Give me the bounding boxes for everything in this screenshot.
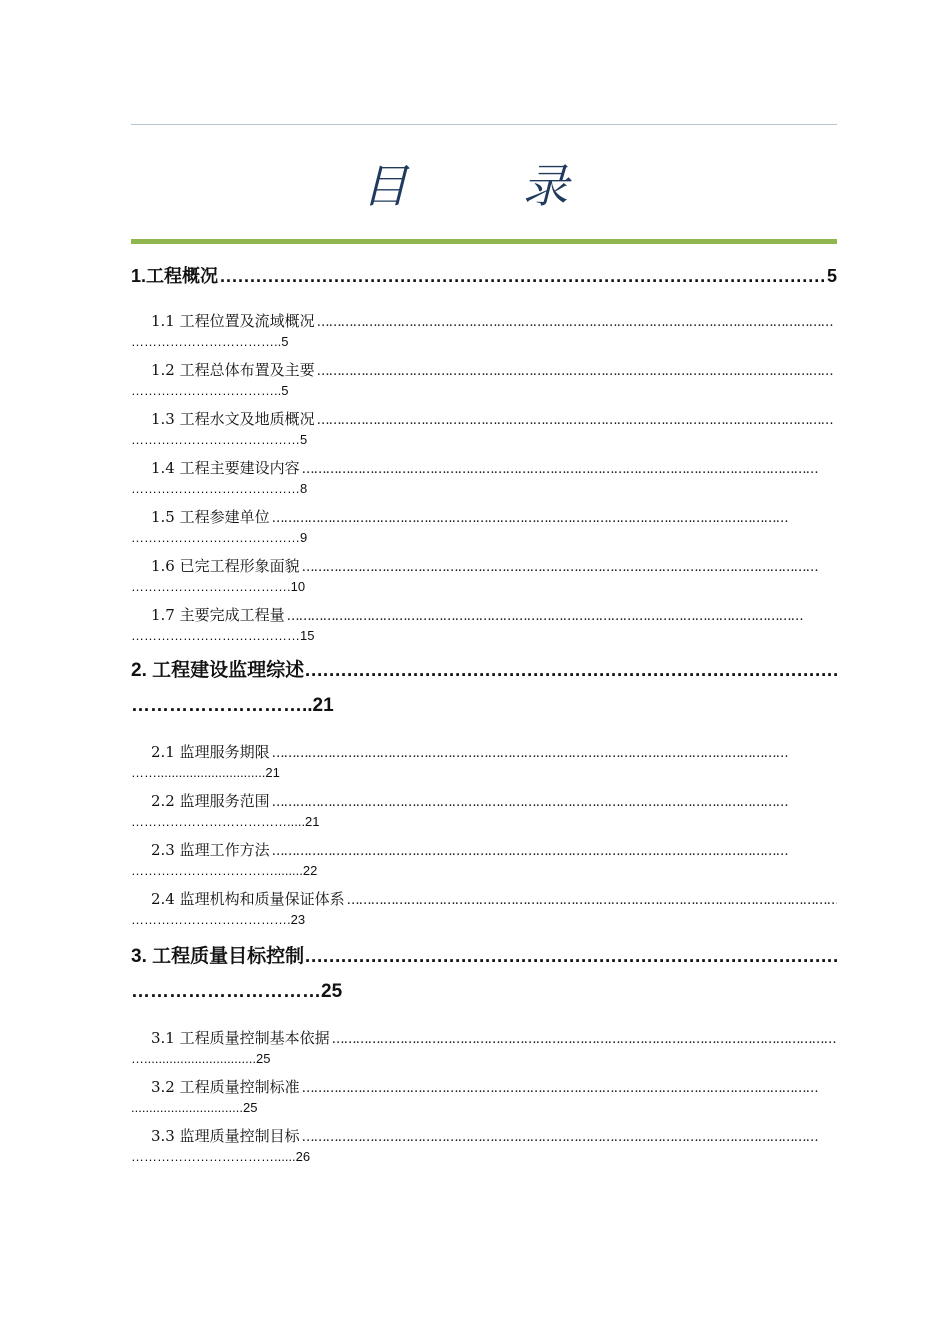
toc-leader (317, 315, 837, 330)
toc-leader (272, 746, 837, 761)
toc-leader (304, 946, 837, 968)
toc-leader (272, 844, 837, 859)
toc-entry[interactable] (131, 1125, 837, 1174)
toc-entry-page: ……..............................21 (131, 765, 280, 780)
toc-entry-label: 2.2 监理服务范围 (151, 792, 270, 810)
toc-entry-page: ……………………………..5 (131, 383, 289, 398)
toc-leader (302, 1130, 837, 1145)
toc-entry-page: ...............................25 (131, 1100, 258, 1115)
toc-section-2-tail: ………………………..21 (131, 695, 334, 716)
toc-leader (287, 609, 837, 624)
toc-entry-label: 1.4 工程主要建设内容 (151, 459, 300, 477)
toc-entry-page: …………………………………9 (131, 530, 308, 545)
toc-entry-label: 3.3 监理质量控制目标 (151, 1127, 300, 1145)
toc-entry[interactable] (131, 310, 837, 359)
toc-section-2[interactable] (131, 655, 837, 741)
toc-entry-label: 2.1 监理服务期限 (151, 743, 270, 761)
toc-entry-page: ……………………………….23 (131, 912, 306, 927)
toc-leader (302, 1081, 837, 1096)
toc-section-3-label: 3. 工程质量目标控制 (131, 946, 305, 967)
top-rule (131, 124, 837, 125)
toc-entry[interactable] (131, 741, 837, 790)
toc-entry[interactable] (131, 408, 837, 457)
toc-entry-label: 3.1 工程质量控制基本依据 (151, 1029, 330, 1047)
toc-entry-label: 1.6 已完工程形象面貌 (151, 557, 300, 575)
toc-entry[interactable] (131, 1027, 837, 1076)
toc-entry-page: ……………………………….....21 (131, 814, 320, 829)
toc-section-3-tail: …………………………25 (131, 981, 343, 1002)
toc-entry-label: 1.2 工程总体布置及主要 (151, 361, 315, 379)
toc-leader (272, 795, 837, 810)
toc-entry[interactable] (131, 555, 837, 604)
toc-leader (302, 560, 837, 575)
toc-entry-page: …………………………………15 (131, 628, 315, 643)
toc-entry-page: …………………………………8 (131, 481, 308, 496)
toc-entry-page: …...............................25 (131, 1051, 271, 1066)
toc-entry[interactable] (131, 839, 837, 888)
toc-entry-page: ……………………………......26 (131, 1149, 311, 1164)
toc-entry[interactable] (131, 457, 837, 506)
toc-leader (272, 511, 837, 526)
toc-entry-page: ……………………………........22 (131, 863, 318, 878)
toc-section-1-page: 5 (826, 266, 837, 286)
toc-leader (347, 893, 837, 908)
toc-leader (332, 1032, 837, 1047)
toc-leader (317, 413, 837, 428)
toc-leader (304, 660, 837, 682)
toc-entry[interactable] (131, 359, 837, 408)
toc-section-1[interactable] (131, 262, 837, 298)
title-underline (131, 239, 837, 244)
toc-entry[interactable] (131, 1076, 837, 1125)
toc-leader (302, 462, 837, 477)
toc-section-3[interactable] (131, 941, 837, 1027)
toc-entry-label: 1.1 工程位置及流域概况 (151, 312, 315, 330)
table-of-contents (131, 262, 837, 1174)
toc-entry[interactable] (131, 604, 837, 653)
toc-leader (220, 266, 825, 287)
toc-entry-label: 3.2 工程质量控制标准 (151, 1078, 300, 1096)
toc-entry[interactable] (131, 888, 837, 937)
toc-entry-page: ……………………………..5 (131, 334, 289, 349)
toc-entry-label: 1.7 主要完成工程量 (151, 606, 285, 624)
toc-entry-label: 2.3 监理工作方法 (151, 841, 270, 859)
toc-entry[interactable] (131, 790, 837, 839)
toc-entry-label: 1.5 工程参建单位 (151, 508, 270, 526)
toc-entry-page: ……………………………….10 (131, 579, 306, 594)
toc-entry-label: 2.4 监理机构和质量保证体系 (151, 890, 345, 908)
toc-leader (317, 364, 837, 379)
toc-entry-label: 1.3 工程水文及地质概况 (151, 410, 315, 428)
page-title: 目 录 (361, 159, 619, 213)
toc-section-1-label: 1.工程概况 (131, 266, 219, 286)
toc-entry[interactable] (131, 506, 837, 555)
toc-entry-page: …………………………………5 (131, 432, 308, 447)
toc-section-2-label: 2. 工程建设监理综述 (131, 660, 305, 681)
